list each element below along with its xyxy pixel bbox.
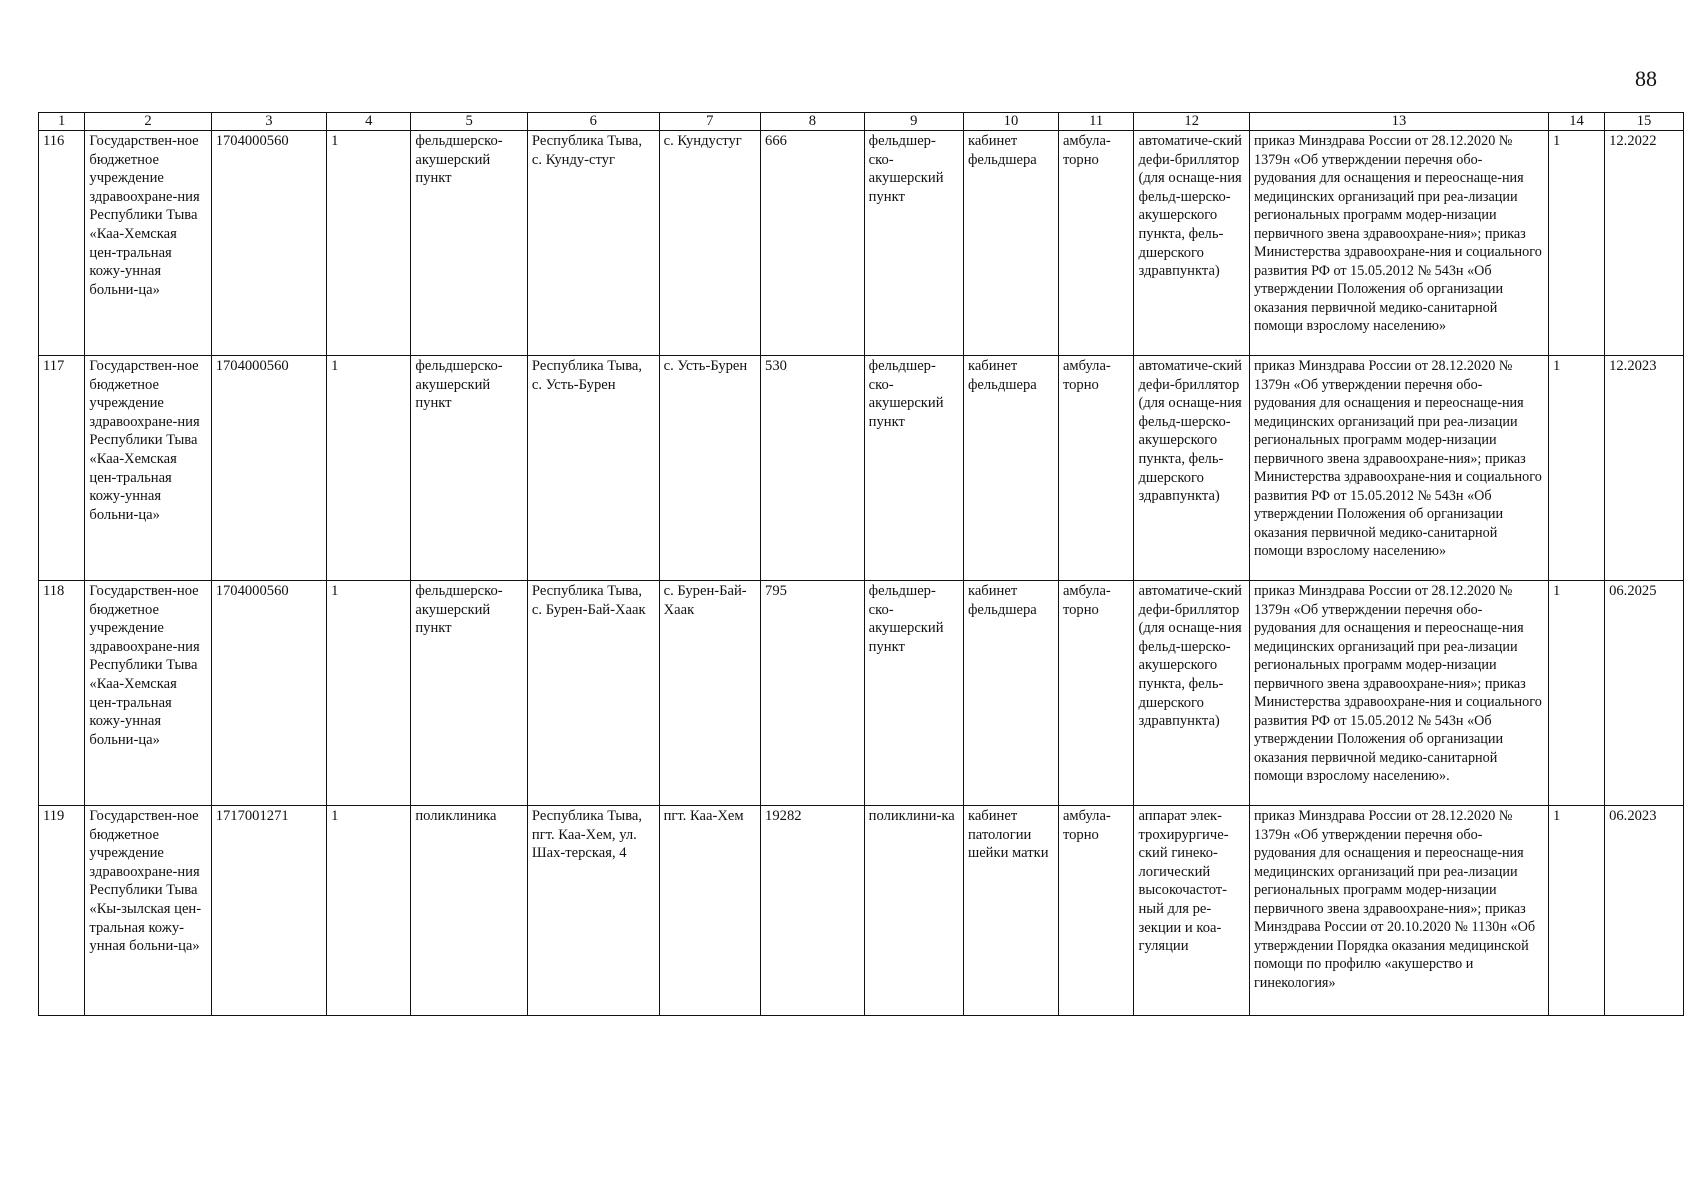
settlement: с. Усть-Бурен — [659, 356, 760, 581]
legal-basis: приказ Минздрава России от 28.12.2020 № 1379н «Об утверждении перечня обо-рудования для оснащения и переоснаще-ния медицинских организаций при реа-лизации региональных программ модер-низации первичного звена здравоохране-ния»; приказ Минздрава России от 20.10.2020 № 1130н «Об утверждении Порядка оказания медицинской помощи по профилю «акушерство и гинекология» — [1249, 806, 1548, 1016]
delivery-date: 06.2025 — [1605, 581, 1684, 806]
cabinet: кабинет фельдшера — [963, 356, 1058, 581]
header-col-8: 8 — [761, 113, 865, 131]
code-col-4: 1 — [327, 356, 411, 581]
care-conditions: амбула-торно — [1058, 581, 1134, 806]
table-row — [39, 131, 1684, 356]
header-col-6: 6 — [527, 113, 659, 131]
header-col-3: 3 — [211, 113, 326, 131]
care-conditions: амбула-торно — [1058, 806, 1134, 1016]
population: 530 — [761, 356, 865, 581]
header-col-11: 11 — [1058, 113, 1134, 131]
equipment-register-table — [38, 112, 1684, 1016]
header-col-2: 2 — [85, 113, 211, 131]
care-conditions: амбула-торно — [1058, 131, 1134, 356]
row-number: 116 — [39, 131, 85, 356]
unit-type: фельдшерско-акушерский пункт — [411, 356, 528, 581]
delivery-date: 12.2022 — [1605, 131, 1684, 356]
subdivision: фельдшер-ско-акушерский пункт — [864, 131, 963, 356]
table-row — [39, 581, 1684, 806]
header-col-1: 1 — [39, 113, 85, 131]
subdivision: поликлини-ка — [864, 806, 963, 1016]
delivery-date: 06.2023 — [1605, 806, 1684, 1016]
quantity: 1 — [1548, 581, 1604, 806]
cabinet: кабинет фельдшера — [963, 131, 1058, 356]
inn: 1704000560 — [211, 581, 326, 806]
code-col-4: 1 — [327, 806, 411, 1016]
header-col-15: 15 — [1605, 113, 1684, 131]
equipment-name: автоматиче-ский дефи-бриллятор (для оснаще-ния фельд-шерско-акушерского пункта, фель-дшерского здравпункта) — [1134, 356, 1249, 581]
unit-type: фельдшерско-акушерский пункт — [411, 131, 528, 356]
header-col-9: 9 — [864, 113, 963, 131]
legal-basis: приказ Минздрава России от 28.12.2020 № 1379н «Об утверждении перечня обо-рудования для оснащения и переоснаще-ния медицинских организаций при реа-лизации региональных программ модер-низации первичного звена здравоохране-ния»; приказ Министерства здравоохране-ния и социального развития РФ от 15.05.2012 № 543н «Об утверждении Положения об организации оказания первичной медико-санитарной помощи взрослому населению» — [1249, 131, 1548, 356]
address: Республика Тыва, пгт. Каа-Хем, ул. Шах-терская, 4 — [527, 806, 659, 1016]
address: Республика Тыва, с. Усть-Бурен — [527, 356, 659, 581]
institution-name: Государствен-ное бюджетное учреждение здравоохране-ния Республики Тыва «Каа-Хемская цен-тральная кожу-унная больни-ца» — [85, 356, 211, 581]
header-col-13: 13 — [1249, 113, 1548, 131]
row-number: 119 — [39, 806, 85, 1016]
code-col-4: 1 — [327, 131, 411, 356]
page-number: 88 — [1635, 66, 1657, 91]
institution-name: Государствен-ное бюджетное учреждение здравоохране-ния Республики Тыва «Каа-Хемская цен-тральная кожу-унная больни-ца» — [85, 581, 211, 806]
population: 795 — [761, 581, 865, 806]
inn: 1704000560 — [211, 356, 326, 581]
subdivision: фельдшер-ско-акушерский пункт — [864, 356, 963, 581]
address: Республика Тыва, с. Бурен-Бай-Хаак — [527, 581, 659, 806]
column-number-row — [39, 113, 1684, 131]
population: 666 — [761, 131, 865, 356]
header-col-12: 12 — [1134, 113, 1249, 131]
inn: 1704000560 — [211, 131, 326, 356]
settlement: с. Кундустуг — [659, 131, 760, 356]
institution-name: Государствен-ное бюджетное учреждение здравоохране-ния Республики Тыва «Каа-Хемская цен-тральная кожу-унная больни-ца» — [85, 131, 211, 356]
header-col-14: 14 — [1548, 113, 1604, 131]
inn: 1717001271 — [211, 806, 326, 1016]
equipment-name: автоматиче-ский дефи-бриллятор (для оснаще-ния фельд-шерско-акушерского пункта, фель-дшерского здравпункта) — [1134, 581, 1249, 806]
equipment-name: аппарат элек-трохирургиче-ский гинеко-логический высокочастот-ный для ре-зекции и коа-гуляции — [1134, 806, 1249, 1016]
table-row — [39, 806, 1684, 1016]
header-col-10: 10 — [963, 113, 1058, 131]
subdivision: фельдшер-ско-акушерский пункт — [864, 581, 963, 806]
population: 19282 — [761, 806, 865, 1016]
header-col-4: 4 — [327, 113, 411, 131]
header-col-5: 5 — [411, 113, 528, 131]
settlement: с. Бурен-Бай-Хаак — [659, 581, 760, 806]
quantity: 1 — [1548, 806, 1604, 1016]
equipment-name: автоматиче-ский дефи-бриллятор (для оснаще-ния фельд-шерско-акушерского пункта, фель-дшерского здравпункта) — [1134, 131, 1249, 356]
address: Республика Тыва, с. Кунду-стуг — [527, 131, 659, 356]
delivery-date: 12.2023 — [1605, 356, 1684, 581]
unit-type: поликлиника — [411, 806, 528, 1016]
quantity: 1 — [1548, 356, 1604, 581]
legal-basis: приказ Минздрава России от 28.12.2020 № 1379н «Об утверждении перечня обо-рудования для оснащения и переоснаще-ния медицинских организаций при реа-лизации региональных программ модер-низации первичного звена здравоохране-ния»; приказ Министерства здравоохране-ния и социального развития РФ от 15.05.2012 № 543н «Об утверждении Положения об организации оказания первичной медико-санитарной помощи взрослому населению» — [1249, 356, 1548, 581]
care-conditions: амбула-торно — [1058, 356, 1134, 581]
unit-type: фельдшерско-акушерский пункт — [411, 581, 528, 806]
header-col-7: 7 — [659, 113, 760, 131]
institution-name: Государствен-ное бюджетное учреждение здравоохране-ния Республики Тыва «Кы-зылская цен-тральная кожу-унная больни-ца» — [85, 806, 211, 1016]
settlement: пгт. Каа-Хем — [659, 806, 760, 1016]
cabinet: кабинет фельдшера — [963, 581, 1058, 806]
cabinet: кабинет патологии шейки матки — [963, 806, 1058, 1016]
row-number: 117 — [39, 356, 85, 581]
code-col-4: 1 — [327, 581, 411, 806]
legal-basis: приказ Минздрава России от 28.12.2020 № 1379н «Об утверждении перечня обо-рудования для оснащения и переоснаще-ния медицинских организаций при реа-лизации региональных программ модер-низации первичного звена здравоохране-ния»; приказ Министерства здравоохране-ния и социального развития РФ от 15.05.2012 № 543н «Об утверждении Положения об организации оказания первичной медико-санитарной помощи взрослому населению». — [1249, 581, 1548, 806]
quantity: 1 — [1548, 131, 1604, 356]
table-row — [39, 356, 1684, 581]
row-number: 118 — [39, 581, 85, 806]
